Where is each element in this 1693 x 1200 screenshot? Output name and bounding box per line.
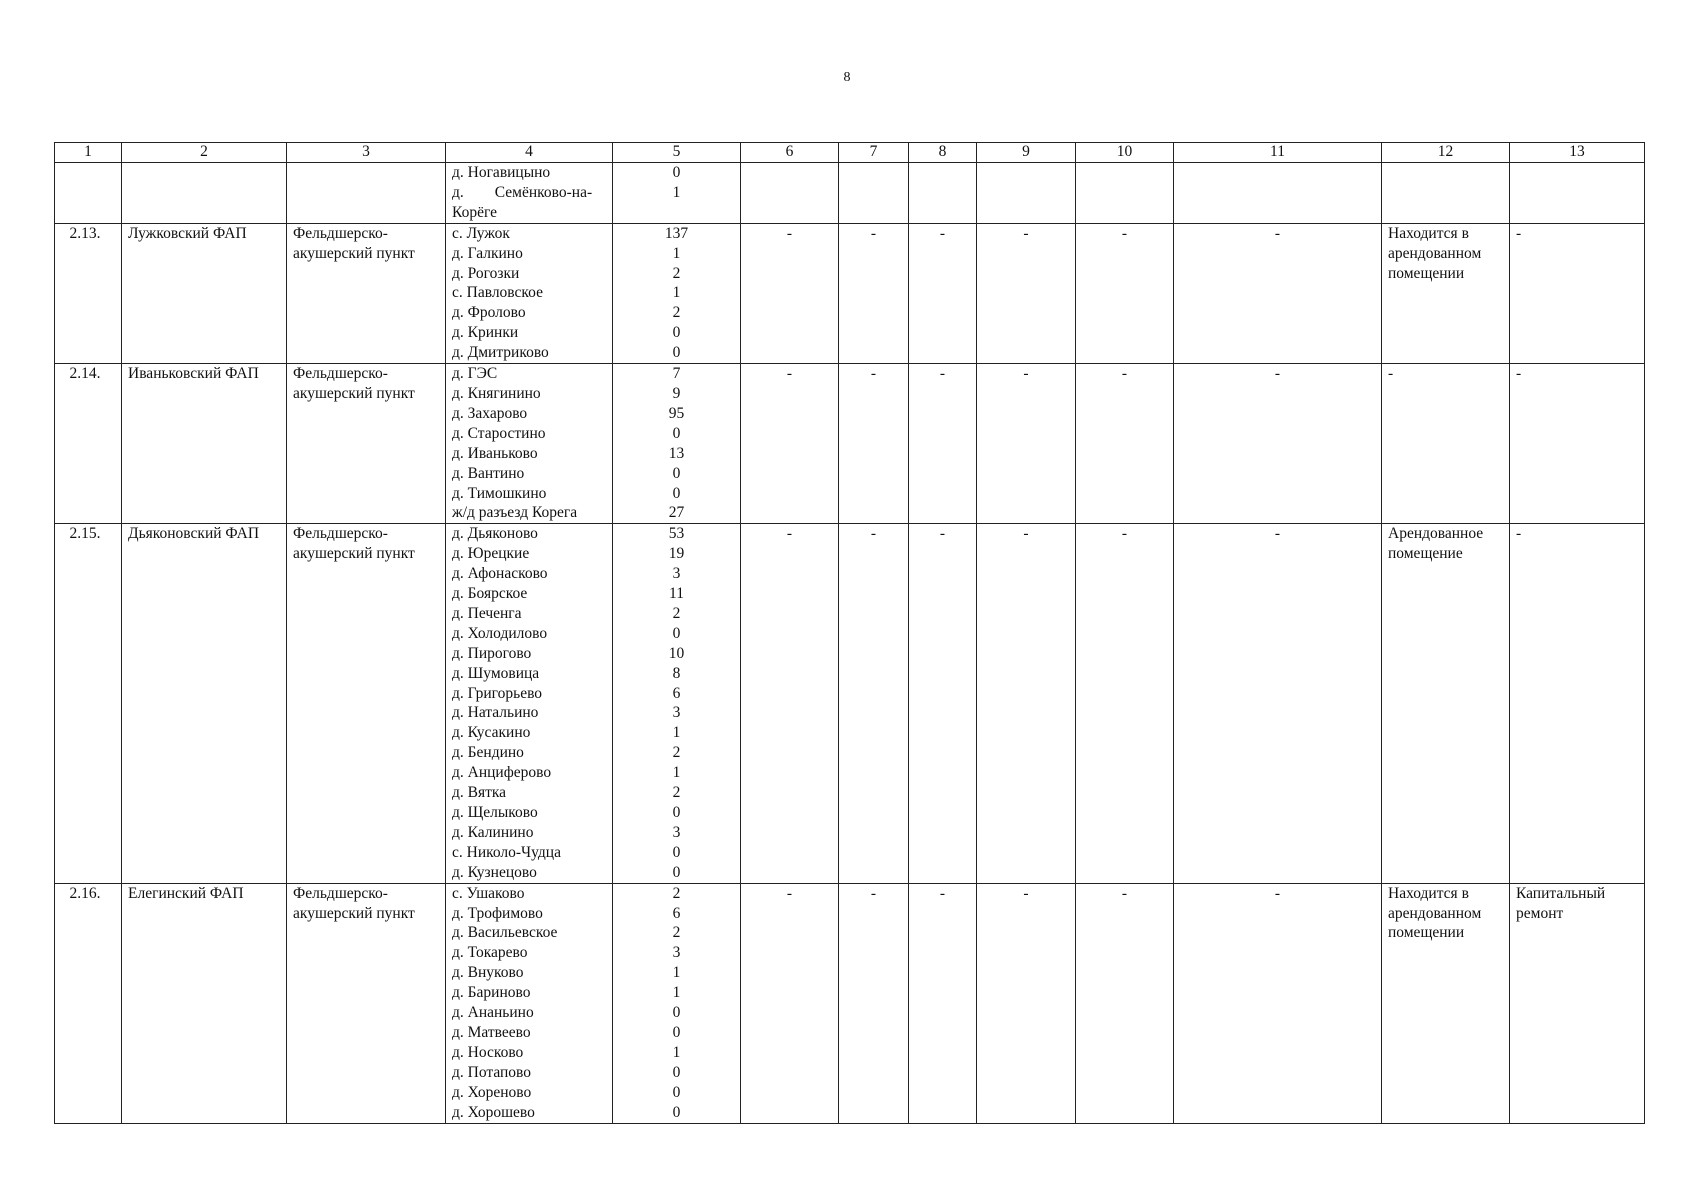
settlement-name: д. ГЭС [452, 365, 498, 383]
population-list [613, 223, 741, 363]
empty-value-cell: - [839, 883, 909, 1123]
facility-name: Лужковский ФАП [122, 223, 287, 363]
row-number: 2.14. [55, 364, 122, 524]
empty-value-cell: - [839, 223, 909, 363]
settlement-list [446, 163, 613, 224]
population-value: 1 [672, 244, 681, 262]
repair-note-line: - [1516, 525, 1522, 543]
empty-value-cell: - [741, 364, 839, 524]
column-header: 9 [977, 143, 1076, 163]
empty-value-cell: - [741, 223, 839, 363]
population-value: 6 [672, 684, 681, 702]
population-value: 0 [672, 1023, 681, 1041]
population-value: 27 [668, 504, 685, 522]
population-value: 8 [672, 664, 681, 682]
empty-value-cell [839, 163, 909, 224]
repair-note-line: - [1516, 224, 1522, 242]
settlement-name: с. Николо-Чудца [452, 843, 561, 861]
empty-value-cell: - [839, 364, 909, 524]
settlement-name: ж/д разъезд Корега [452, 504, 578, 522]
facility-type-line: акушерский пункт [293, 384, 415, 402]
population-value: 0 [672, 1083, 681, 1101]
population-value: 1 [672, 984, 681, 1002]
settlement-name: д. Внуково [452, 964, 524, 982]
empty-value-cell: - [909, 524, 977, 883]
settlement-name: д. Трофимово [452, 904, 543, 922]
settlement-name: д. Анциферово [452, 764, 552, 782]
settlement-name: д. Шумовица [452, 664, 540, 682]
settlement-name: д. Бариново [452, 984, 531, 1002]
empty-value-cell [1076, 163, 1174, 224]
facility-type [287, 524, 446, 883]
population-value: 2 [672, 264, 681, 282]
header-row [55, 143, 1645, 163]
table-row [55, 364, 1645, 524]
settlement-name: д. Печенга [452, 604, 522, 622]
table-row [55, 223, 1645, 363]
empty-value-cell: - [1076, 524, 1174, 883]
facility-type [287, 223, 446, 363]
settlement-name: д. Потапово [452, 1063, 532, 1081]
population-value: 1 [672, 964, 681, 982]
settlement-name: д. Хорошево [452, 1103, 535, 1121]
facility-type-line: Фельдшерско- [293, 365, 388, 383]
population-list [613, 163, 741, 224]
population-value: 3 [672, 944, 681, 962]
facility-type-line: Фельдшерско- [293, 224, 388, 242]
population-value: 2 [672, 884, 681, 902]
population-value: 0 [672, 624, 681, 642]
population-value: 0 [672, 1103, 681, 1121]
column-header: 8 [909, 143, 977, 163]
population-value: 13 [668, 444, 685, 462]
population-value: 0 [672, 1063, 681, 1081]
settlement-list [446, 883, 613, 1123]
empty-value-cell: - [1174, 223, 1382, 363]
empty-value-cell: - [1076, 364, 1174, 524]
settlement-name: д. Афонасково [452, 565, 548, 583]
settlement-name: д. Холодилово [452, 624, 548, 642]
repair-note [1510, 364, 1645, 524]
population-value: 1 [672, 764, 681, 782]
population-value: 137 [664, 224, 689, 242]
settlement-name: д. Пирогово [452, 644, 532, 662]
table-row [55, 883, 1645, 1123]
population-value: 2 [672, 304, 681, 322]
empty-value-cell: - [977, 223, 1076, 363]
facility-type [287, 364, 446, 524]
premises-note-line: арендованном [1388, 904, 1482, 922]
premises-note [1382, 223, 1510, 363]
empty-value-cell: - [909, 223, 977, 363]
settlement-name: д. Кринки [452, 324, 519, 342]
empty-value-cell: - [977, 524, 1076, 883]
row-number [55, 163, 122, 224]
column-header: 5 [613, 143, 741, 163]
premises-note [1382, 524, 1510, 883]
population-value: 0 [672, 164, 681, 181]
column-header: 7 [839, 143, 909, 163]
population-value: 2 [672, 924, 681, 942]
settlement-name: д. Старостино [452, 424, 546, 442]
population-value: 1 [672, 724, 681, 742]
settlement-name: д. Кузнецово [452, 863, 537, 881]
population-value: 3 [672, 565, 681, 583]
repair-note-line: - [1516, 365, 1522, 383]
empty-value-cell: - [977, 883, 1076, 1123]
population-value: 0 [672, 464, 681, 482]
settlement-list [446, 524, 613, 883]
settlement-name: д. Васильевское [452, 924, 558, 942]
premises-note-line: помещении [1388, 264, 1465, 282]
settlement-name: д. Григорьево [452, 684, 543, 702]
population-value: 2 [672, 744, 681, 762]
settlement-name: д. Калинино [452, 823, 534, 841]
column-header: 6 [741, 143, 839, 163]
facility-name: Иваньковский ФАП [122, 364, 287, 524]
settlement-name: д. Фролово [452, 304, 526, 322]
settlement-name: д. Семёнково-на- [452, 183, 593, 201]
population-value: 10 [668, 644, 685, 662]
population-value: 1 [672, 284, 681, 302]
column-header: 4 [446, 143, 613, 163]
empty-value-cell: - [977, 364, 1076, 524]
facility-name [122, 163, 287, 224]
settlement-list [446, 223, 613, 363]
facility-type-line: акушерский пункт [293, 244, 415, 262]
settlement-name: д. Тимошкино [452, 484, 547, 502]
empty-value-cell [1174, 163, 1382, 224]
population-value: 0 [672, 843, 681, 861]
population-value [619, 203, 734, 223]
settlement-name: д. Кусакино [452, 724, 531, 742]
empty-value-cell: - [1076, 883, 1174, 1123]
population-value: 0 [672, 324, 681, 342]
table-row [55, 163, 1645, 224]
population-value: 0 [672, 863, 681, 881]
settlement-name: д. Дмитриково [452, 344, 549, 362]
empty-value-cell: - [1174, 883, 1382, 1123]
population-value: 1 [672, 1043, 681, 1061]
settlement-name: д. Захарово [452, 404, 528, 422]
settlement-name: д. Ногавицыно [452, 164, 551, 181]
population-value: 3 [672, 704, 681, 722]
facility-type-line: Фельдшерско- [293, 525, 388, 543]
premises-note-line: Находится в [1388, 884, 1469, 902]
table-row [55, 524, 1645, 883]
repair-note-line: Капитальный [1516, 884, 1606, 902]
column-header: 3 [287, 143, 446, 163]
column-header: 10 [1076, 143, 1174, 163]
empty-value-cell: - [1174, 524, 1382, 883]
facility-type-line: акушерский пункт [293, 545, 415, 563]
empty-value-cell: - [1174, 364, 1382, 524]
repair-note [1510, 163, 1645, 224]
facility-name: Елегинский ФАП [122, 883, 287, 1123]
repair-note-line: ремонт [1516, 904, 1564, 922]
premises-note [1382, 364, 1510, 524]
population-value: 19 [668, 545, 685, 563]
settlement-name: д. Вантино [452, 464, 525, 482]
population-value: 0 [672, 1004, 681, 1022]
premises-note-line: помещение [1388, 545, 1463, 563]
population-value: 2 [672, 604, 681, 622]
population-value: 3 [672, 823, 681, 841]
settlement-name: д. Юрецкие [452, 545, 530, 563]
population-value: 0 [672, 484, 681, 502]
column-header: 11 [1174, 143, 1382, 163]
facility-type-line: акушерский пункт [293, 904, 415, 922]
row-number: 2.16. [55, 883, 122, 1123]
settlement-name: д. Боярское [452, 585, 528, 603]
settlement-name: д. Рогозки [452, 264, 520, 282]
table-body [55, 163, 1645, 1124]
premises-note-line: арендованном [1388, 244, 1482, 262]
population-list [613, 883, 741, 1123]
premises-note-line: Арендованное [1388, 525, 1484, 543]
facility-type [287, 883, 446, 1123]
population-value: 0 [672, 804, 681, 821]
settlement-list [446, 364, 613, 524]
settlement-name: д. Ананьино [452, 1004, 534, 1022]
premises-note-line: - [1388, 365, 1394, 383]
empty-value-cell: - [839, 524, 909, 883]
population-value: 2 [672, 784, 681, 802]
empty-value-cell: - [909, 364, 977, 524]
row-number: 2.15. [55, 524, 122, 883]
settlement-name: д. Бендино [452, 744, 524, 762]
facility-name: Дьяконовский ФАП [122, 524, 287, 883]
facility-type-line: Фельдшерско- [293, 884, 388, 902]
empty-value-cell [909, 163, 977, 224]
column-header: 2 [122, 143, 287, 163]
settlement-name: Корёге [452, 203, 497, 221]
row-number: 2.13. [55, 223, 122, 363]
settlement-name: д. Княгинино [452, 384, 541, 402]
empty-value-cell: - [741, 883, 839, 1123]
settlement-name: д. Носково [452, 1043, 524, 1061]
population-value: 95 [668, 404, 685, 422]
population-value: 0 [672, 424, 681, 442]
settlement-name: с. Ушаково [452, 884, 525, 902]
population-value: 11 [669, 585, 684, 603]
population-value: 53 [668, 525, 685, 543]
empty-value-cell: - [909, 883, 977, 1123]
premises-note [1382, 883, 1510, 1123]
empty-value-cell [977, 163, 1076, 224]
population-list [613, 364, 741, 524]
population-value: 0 [672, 344, 681, 362]
column-header: 12 [1382, 143, 1510, 163]
settlement-name: с. Лужок [452, 224, 510, 242]
settlement-name: д. Галкино [452, 244, 523, 262]
premises-note [1382, 163, 1510, 224]
settlement-name: д. Вятка [452, 784, 507, 802]
settlement-name: д. Дьяконово [452, 525, 538, 543]
repair-note [1510, 883, 1645, 1123]
population-value: 7 [672, 365, 681, 383]
empty-value-cell: - [1076, 223, 1174, 363]
empty-value-cell: - [741, 524, 839, 883]
settlement-name: с. Павловское [452, 284, 543, 302]
settlement-name: д. Щелыково [452, 804, 538, 821]
premises-note-line: помещении [1388, 924, 1465, 942]
population-value: 9 [672, 384, 681, 402]
settlement-name: д. Токарево [452, 944, 528, 962]
population-list [613, 524, 741, 883]
settlement-name: д. Иваньково [452, 444, 538, 462]
repair-note [1510, 223, 1645, 363]
settlement-name: д. Матвеево [452, 1023, 531, 1041]
population-value: 6 [672, 904, 681, 922]
column-header: 1 [55, 143, 122, 163]
data-table [54, 142, 1645, 1124]
empty-value-cell [741, 163, 839, 224]
settlement-name: д. Хореново [452, 1083, 532, 1101]
population-value: 1 [672, 183, 681, 201]
premises-note-line: Находится в [1388, 224, 1469, 242]
column-header: 13 [1510, 143, 1645, 163]
page-number: 8 [843, 70, 851, 85]
settlement-name: д. Натальино [452, 704, 539, 722]
repair-note [1510, 524, 1645, 883]
facility-type [287, 163, 446, 224]
